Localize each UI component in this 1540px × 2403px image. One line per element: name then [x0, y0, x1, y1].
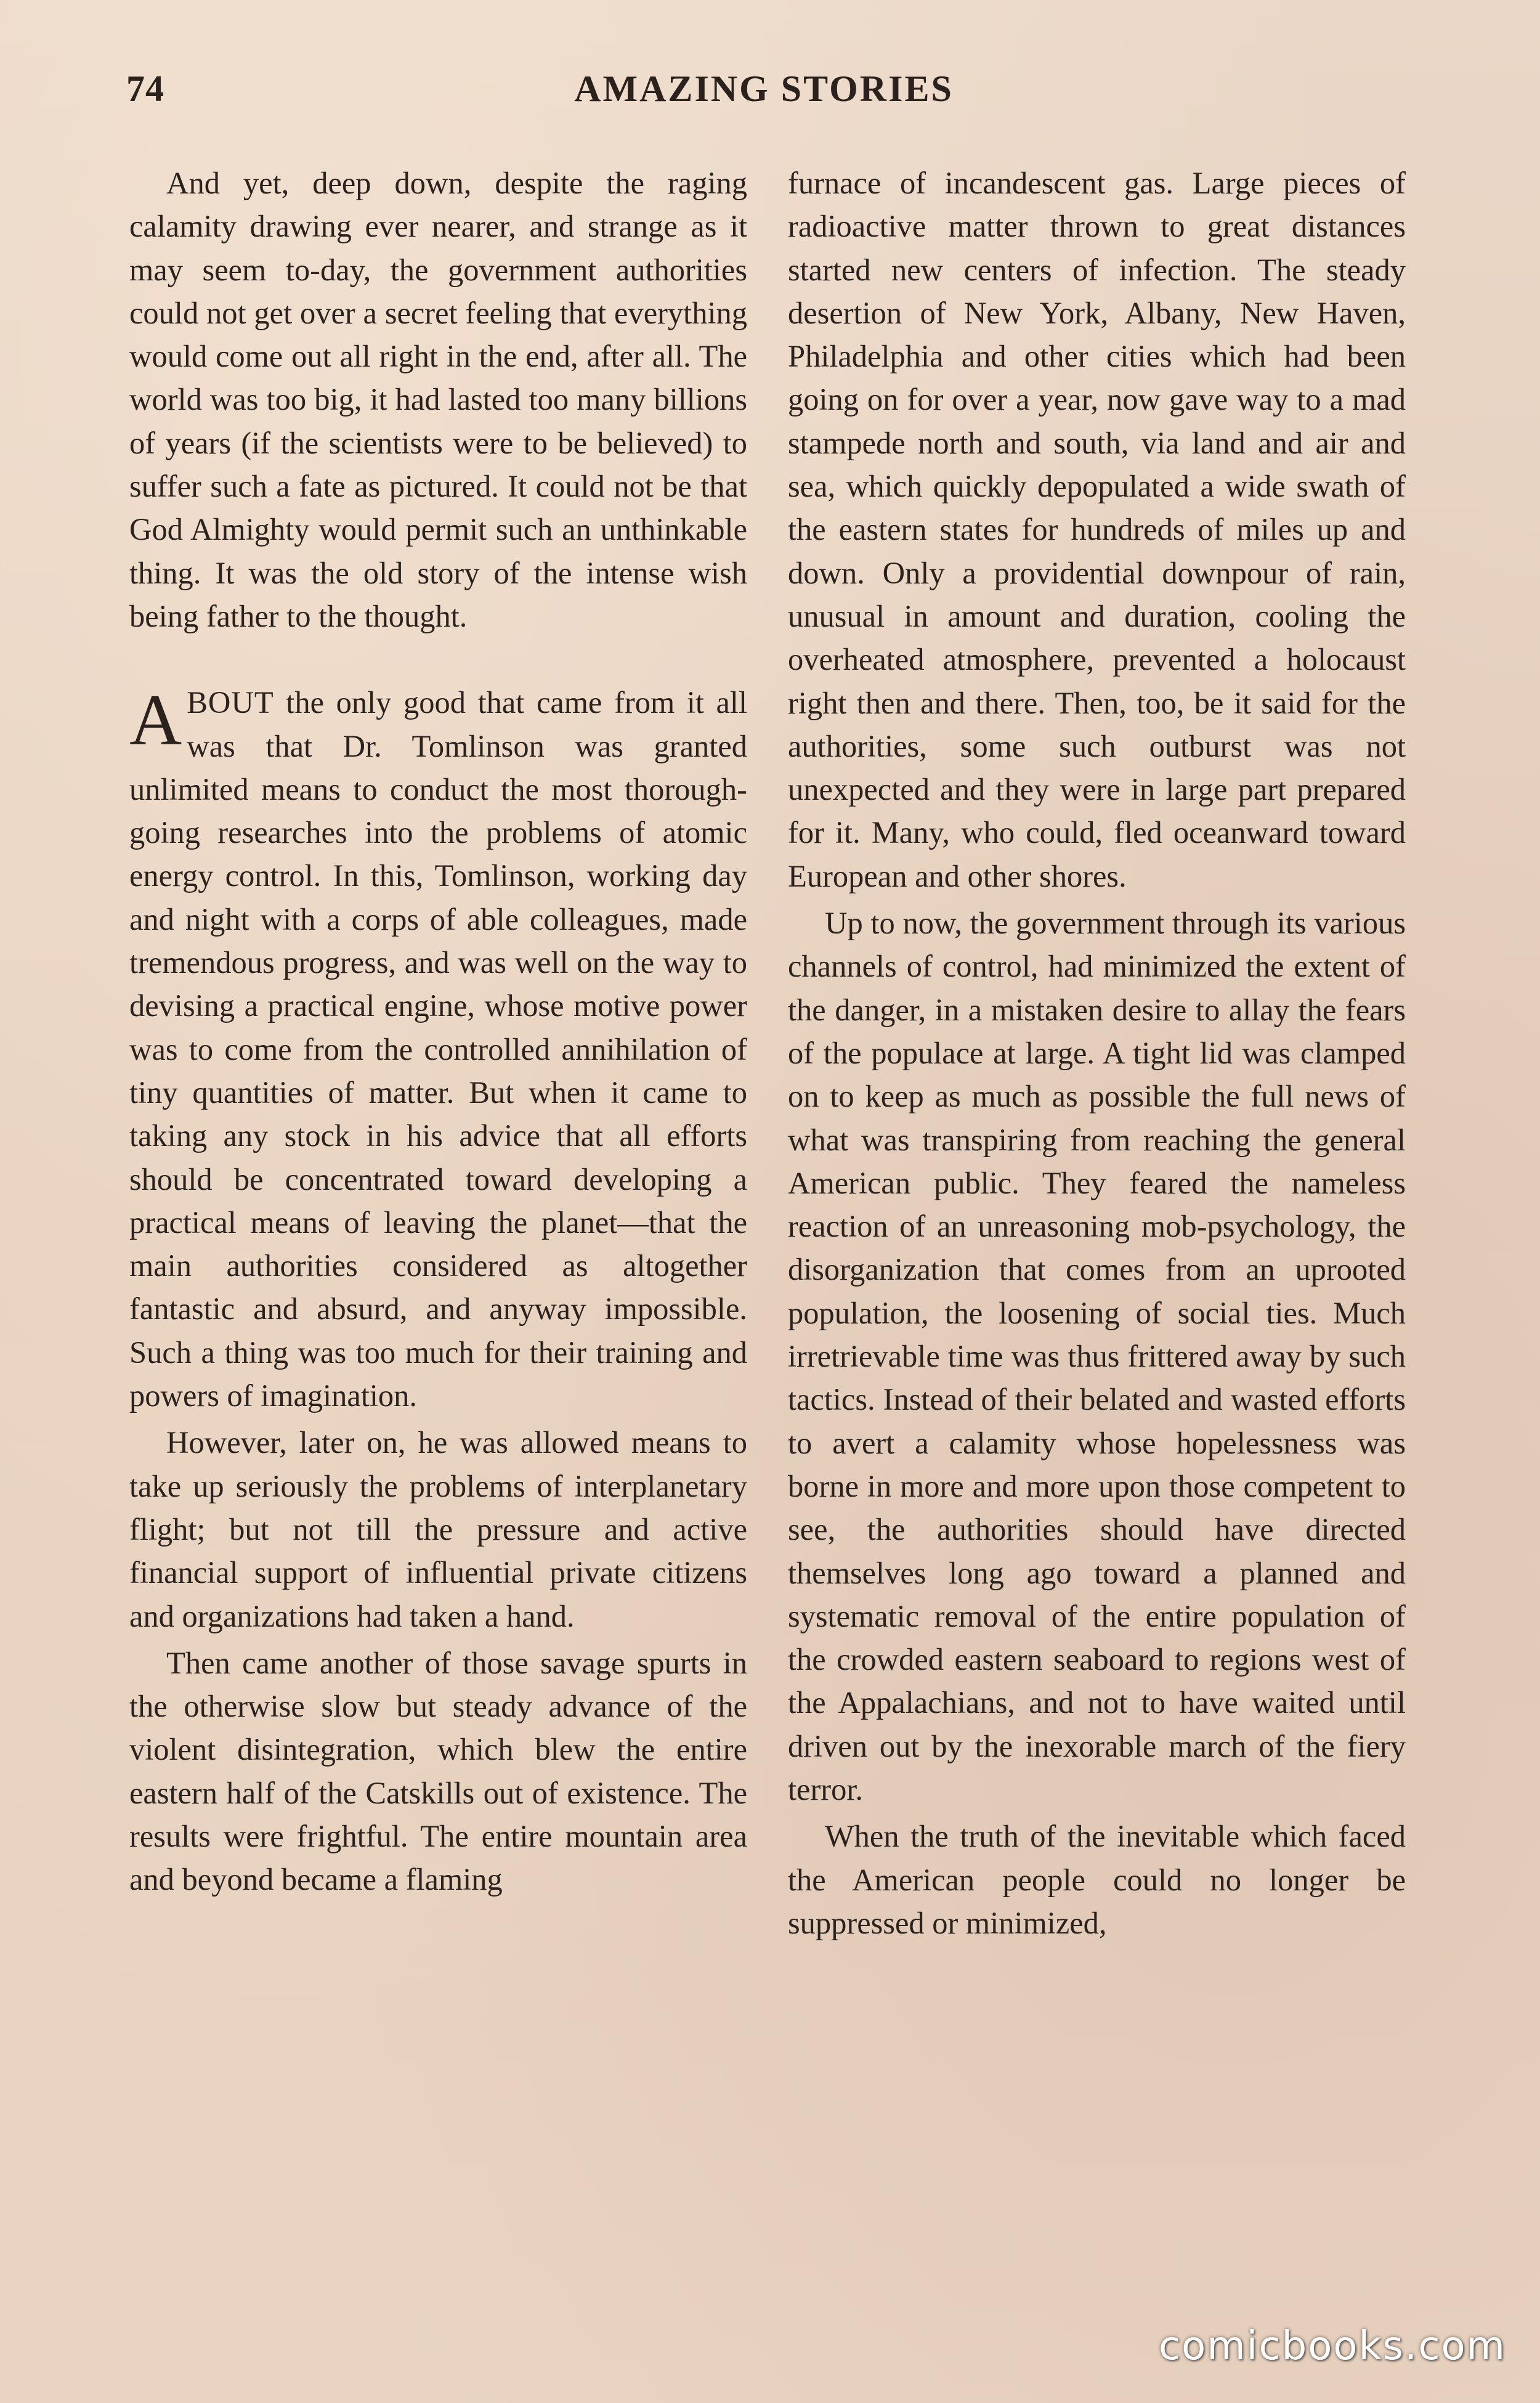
page-number: 74 — [126, 68, 164, 109]
left-column — [129, 161, 747, 1901]
watermark: comicbooks.com — [1158, 2324, 1506, 2369]
drop-cap: A — [129, 680, 182, 761]
lead-in-caps: BOUT — [187, 685, 274, 720]
paragraph: Then came another of those savage spurts in the otherwise slow but steady advance of the violent disintegration, which blew the entire eastern half of the Catskills out of existence. The results were frightful. The entire mountain area and beyond became a flaming — [129, 1645, 747, 1897]
paragraph: However, later on, he was allowed means to take up seriously the problems of interplanetary flight; but not till the pressure and active financial support of influential private citizens and organizations had taken a hand. — [129, 1425, 747, 1633]
paragraph-continued: furnace of incandescent gas. Large pieces of radioactive matter thrown to great distances started new centers of infection. The steady desertion of New York, Albany, New Haven, Philadelphia and other cities which had been going on for over a year, now gave way to a mad stampede north and south, via land and air and sea, which quickly depopulated a wide swath of the eastern states for hundreds of miles up and down. Only a providential downpour of rain, unusual in amount and duration, cooling the overheated atmosphere, prevented a holocaust right then and there. Then, too, be it said for the authorities, some such outburst was not unexpected and they were in large part prepared for it. Many, who could, fled oceanward toward European and other shores. — [788, 166, 1406, 893]
paragraph: When the truth of the inevitable which faced the American people could no longer be suppressed or minimized, — [788, 1819, 1406, 1940]
running-title: AMAZING STORIES — [574, 68, 954, 109]
paragraph: And yet, deep down, despite the raging calamity drawing ever nearer, and strange as it may seem to-day, the government authorities could not get over a secret feeling that everything would come out all right in the end, after all. The world was too big, it had lasted too many billions of years (if the scientists were to be believed) to suffer such a fate as pictured. It could not be that God Almighty would permit such an unthinkable thing. It was the old story of the intense wish being father to the thought. — [129, 166, 747, 633]
paragraph-text: the only good that came from it all was that Dr. Tomlinson was granted unlimited means to conduct the most thorough-going researches into the problems of atomic energy control. In this, Tomlinson, working day and night with a corps of able colleagues, made tremendous progress, and was well on the way to devising a practical engine, whose motive power was to come from the controlled annihilation of tiny quantities of matter. But when it came to taking any stock in his advice that all efforts should be concentrated toward developing a practical means of leaving the planet—that the main authorities considered as altogether fantastic and absurd, and anyway impossible. Such a thing was too much for their training and powers of imagination. — [129, 685, 747, 1413]
right-column — [788, 161, 1406, 1945]
page-header — [126, 68, 1401, 123]
dropcap-paragraph — [129, 681, 747, 1417]
paragraph: Up to now, the government through its various channels of control, had minimized the extent of the danger, in a mistaken desire to allay the fears of the populace at large. A tight lid was clamped on to keep as much as possible the full news of what was transpiring from reaching the general American public. They feared the nameless reaction of an unreasoning mob-psychology, the disorganization that comes from an uprooted population, the loosening of social ties. Much irretrievable time was thus frittered away by such tactics. Instead of their belated and wasted efforts to avert a calamity whose hopelessness was borne in more and more upon those competent to see, the authorities should have directed themselves long ago toward a planned and systematic removal of the entire population of the crowded eastern seaboard to regions west of the Appalachians, and not to have waited until driven out by the inexorable march of the fiery terror. — [788, 906, 1406, 1807]
